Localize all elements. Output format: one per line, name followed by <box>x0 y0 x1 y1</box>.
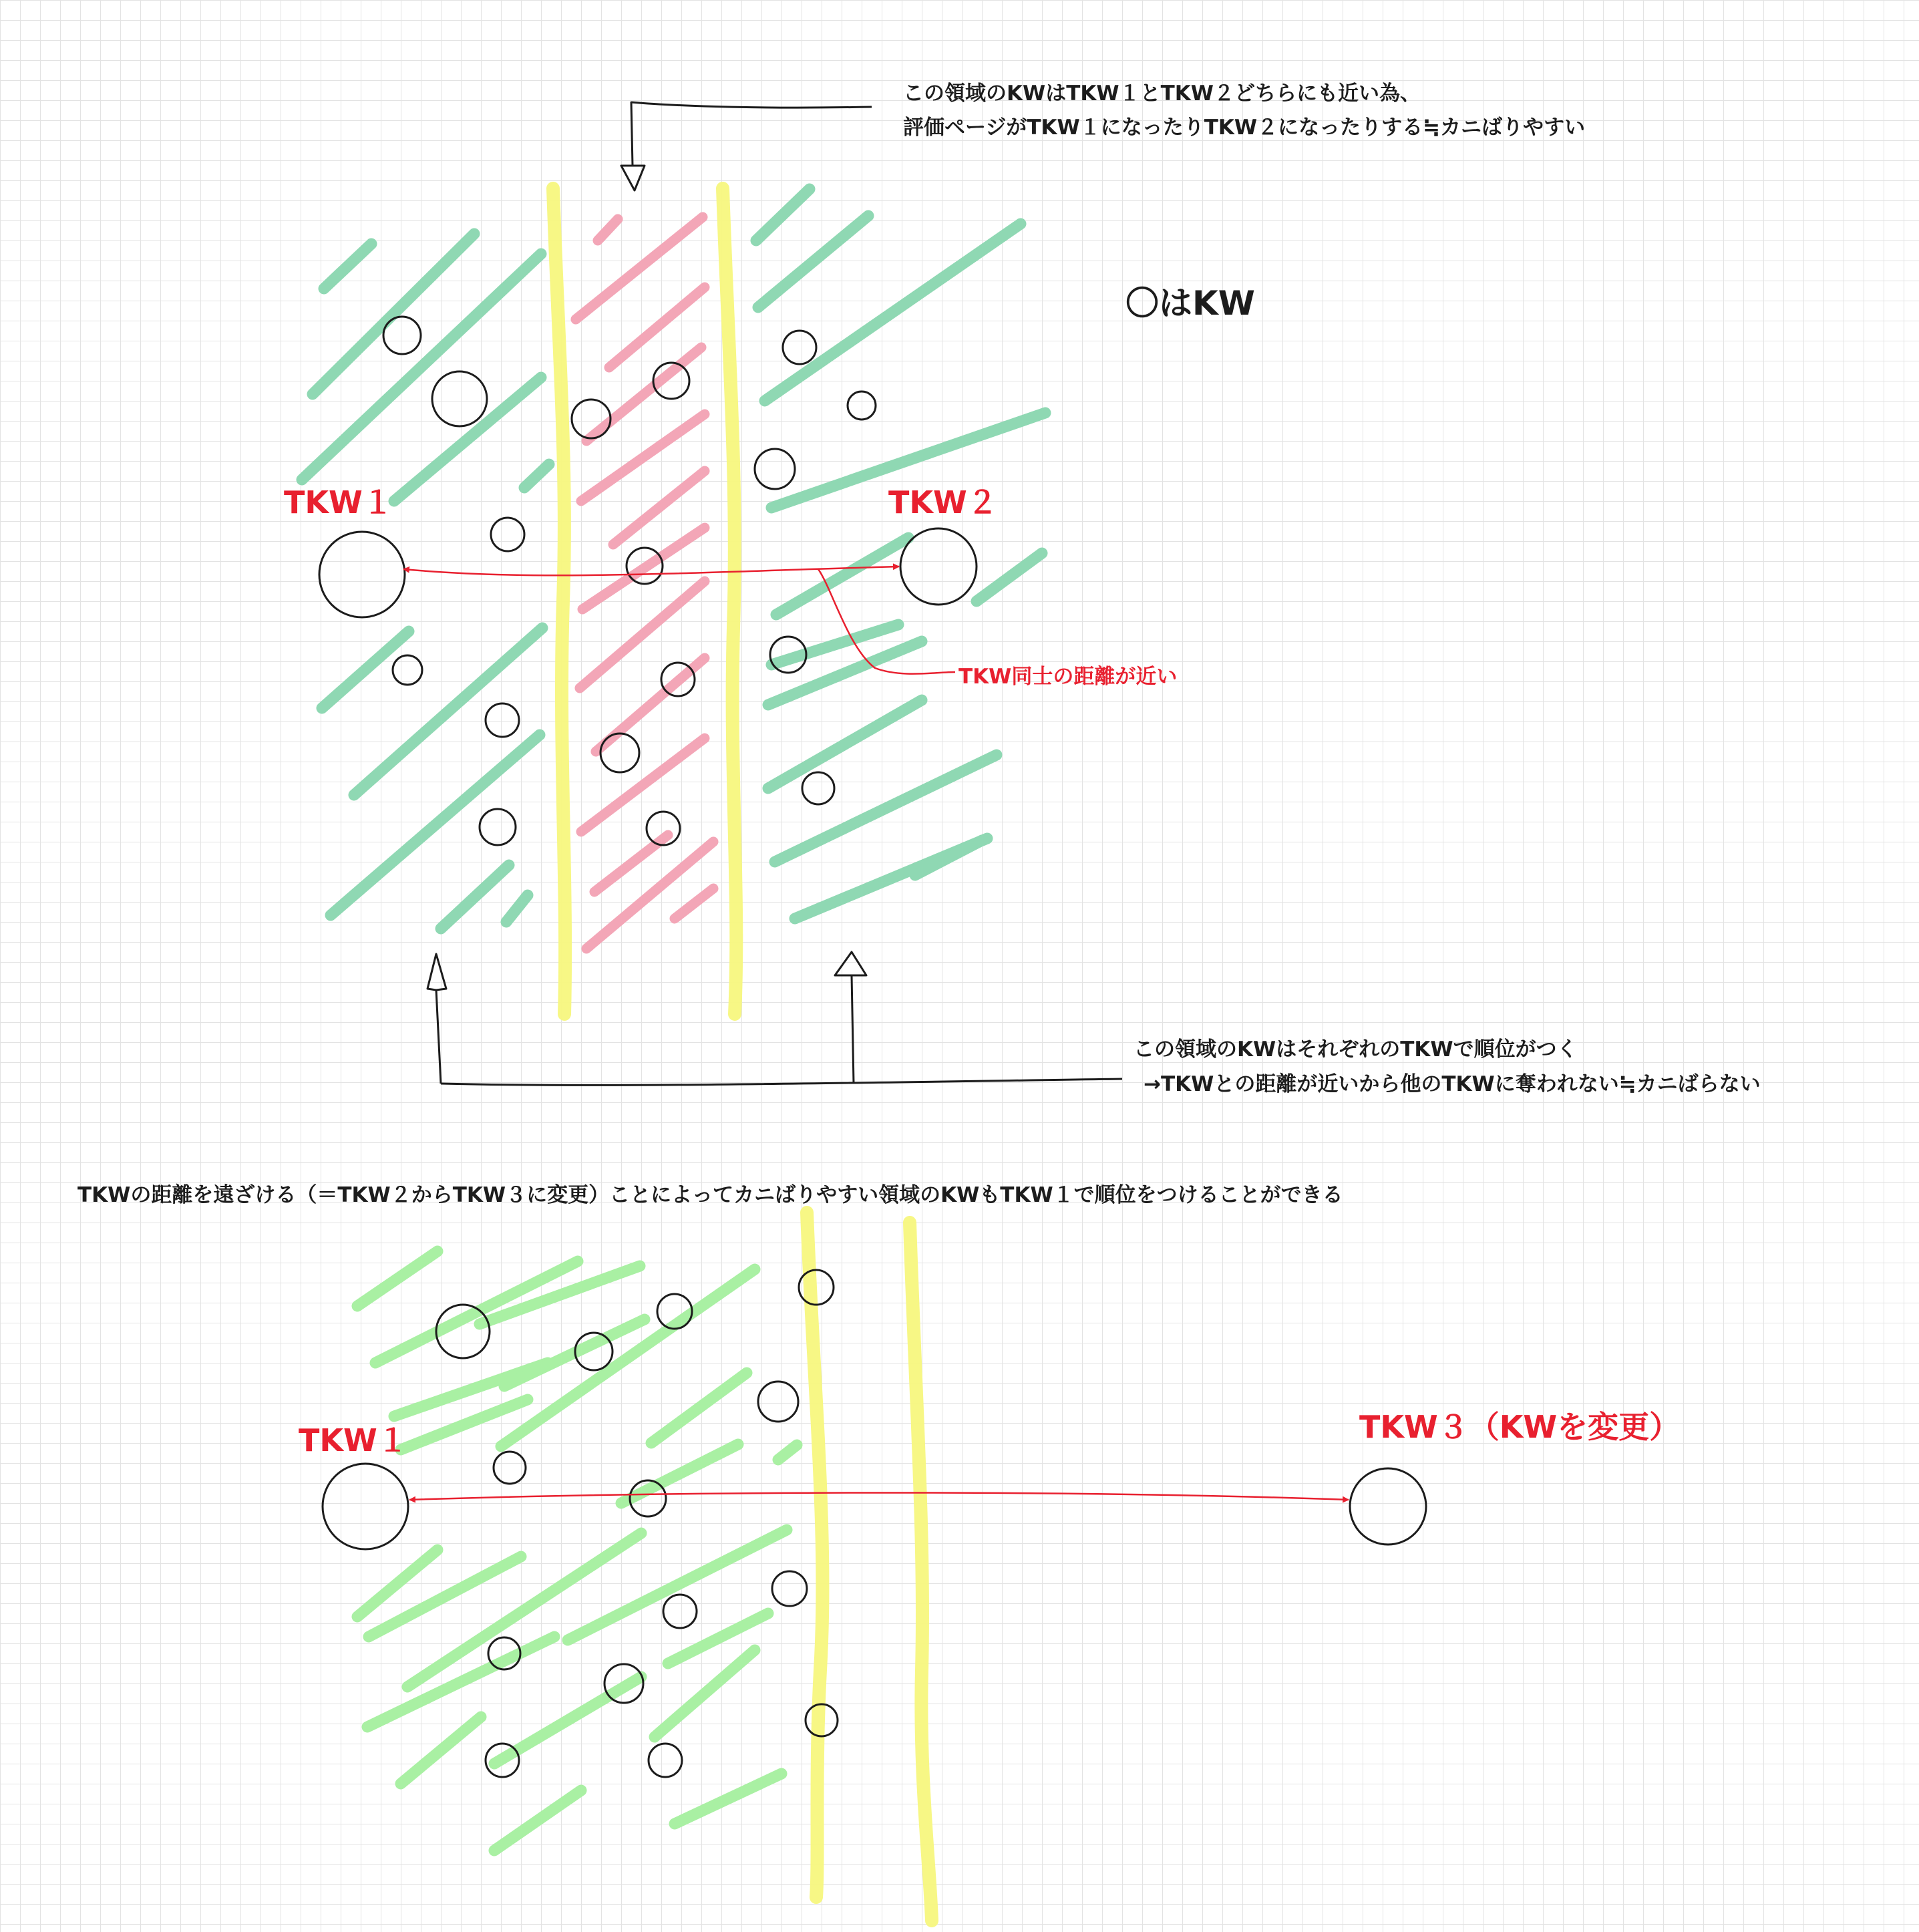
distance-note: TKW同士の距離が近い <box>958 665 1178 689</box>
top-green-hatching <box>302 189 1045 929</box>
tkw1-circle <box>319 532 405 617</box>
tkw2-label: TKW２ <box>888 484 998 520</box>
tkw3-label: TKW３（KWを変更） <box>1359 1409 1681 1445</box>
legend-kw: 〇はKW <box>1125 284 1255 323</box>
top-callout-arrow <box>621 102 872 190</box>
tkw1-label: TKW１ <box>284 484 393 520</box>
note-separate-line-1: この領域のKWはそれぞれのTKWで順位がつく <box>1133 1037 1578 1062</box>
bottom-tkw1-label: TKW１ <box>299 1422 408 1458</box>
tkw3-circle <box>1350 1468 1426 1545</box>
note-overlap-line-1: この領域のKWはTKW１とTKW２どちらにも近い為、 <box>903 82 1421 106</box>
tkw-distance-arrow-bottom <box>409 1492 1349 1500</box>
bottom-callout-bracket <box>427 952 1122 1085</box>
note-separate-line-2: →TKWとの距離が近いから他のTKWに奪われない≒カニばらない <box>1144 1072 1761 1096</box>
middle-note: TKWの距離を遠ざける（＝TKW２からTKW３に変更）ことによってカニばりやすい領域のKWもTKW１で順位をつけることができる <box>77 1183 1343 1207</box>
note-overlap-line-2: 評価ページがTKW１になったりTKW２になったりする≒カニばりやすい <box>903 116 1586 140</box>
tkw2-circle <box>900 528 977 605</box>
bottom-yellow-boundaries <box>807 1213 932 1921</box>
bottom-tkw1-circle <box>323 1464 408 1549</box>
